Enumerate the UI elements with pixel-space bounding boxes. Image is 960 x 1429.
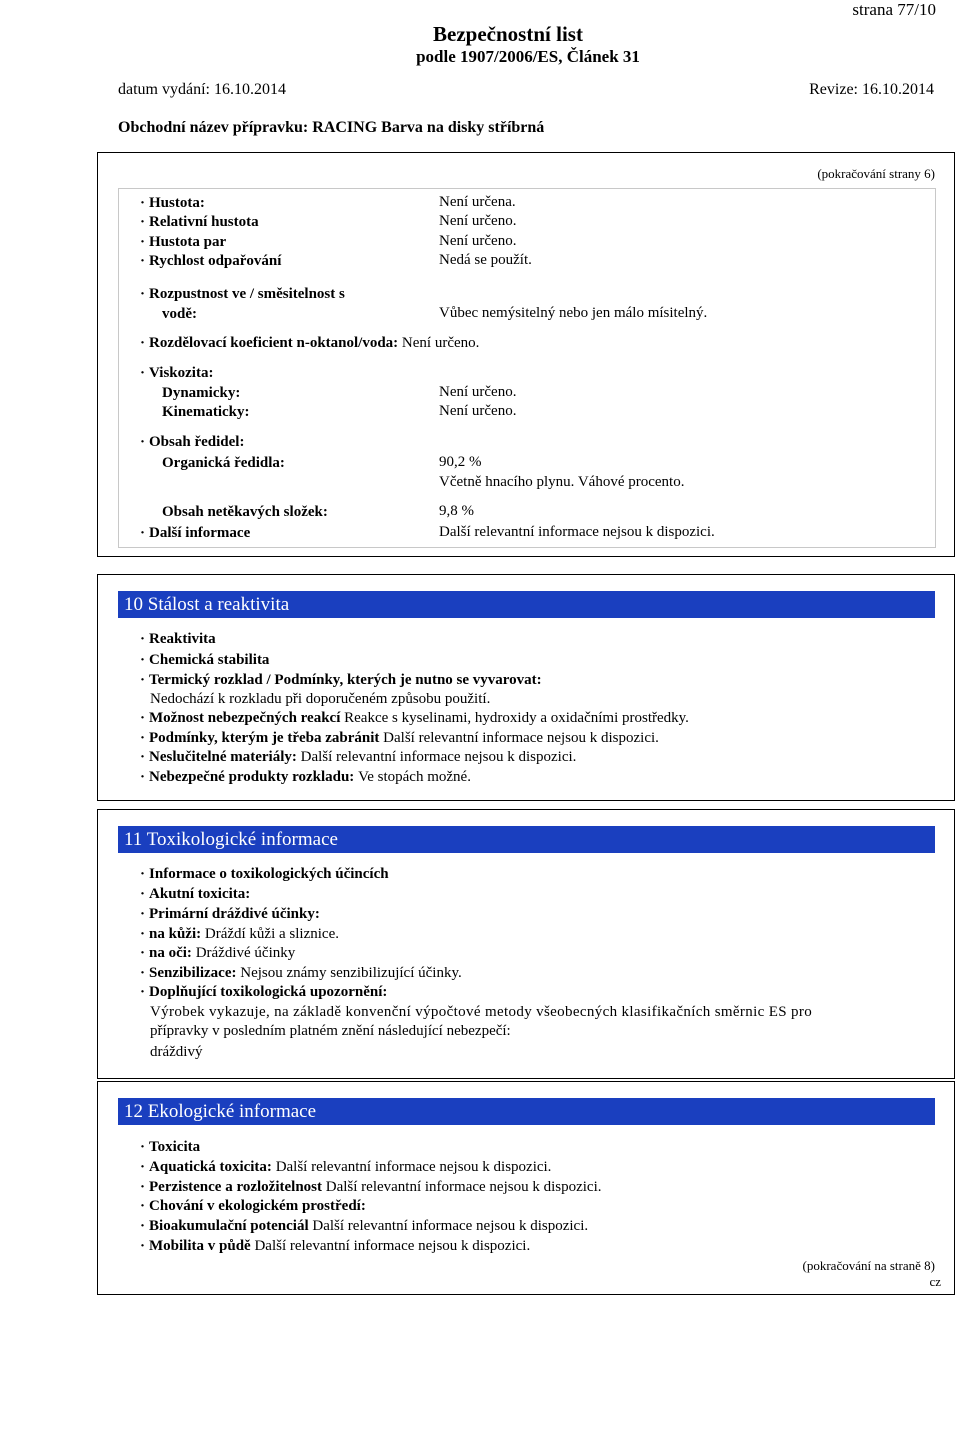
val-dalsi-info: Další relevantní informace nejsou k dispozici. [439, 524, 715, 540]
revision-date: Revize: 16.10.2014 [809, 81, 934, 98]
row-rozdelovaci: · Rozdělovací koeficient n-oktanol/voda: Není určeno. [140, 335, 480, 351]
s11-doplnujici-text-1: Výrobek vykazuje, na základě konvenční výpočtové metody všeobecných klasifikačních směrnic ES pro [150, 1004, 813, 1020]
s12-aquaticka: · Aquatická toxicita: Další relevantní informace nejsou k dispozici. [140, 1159, 552, 1175]
val-organicka: 90,2 % [439, 454, 482, 470]
continued-from: (pokračování strany 6) [817, 166, 935, 181]
page-number: strana 77/10 [852, 0, 936, 19]
row-hustota: · Hustota: [140, 195, 205, 211]
section-11-title: 11 Toxikologické informace [118, 826, 935, 853]
properties-table [118, 188, 936, 548]
section-12-title: 12 Ekologické informace [118, 1098, 935, 1125]
row-rozpustnost-voda: vodě: [162, 306, 197, 322]
row-rel-hustota: · Relativní hustota [140, 214, 259, 230]
row-odparovani: · Rychlost odpařování [140, 253, 282, 269]
row-dalsi-info: · Další informace [140, 525, 251, 541]
row-kinematicky: Kinematicky: [162, 404, 250, 420]
s11-senzibilizace: · Senzibilizace: Nejsou známy senzibilizující účinky. [140, 965, 462, 981]
issue-date: datum vydání: 16.10.2014 [118, 81, 286, 98]
s12-perzistence: · Perzistence a rozložitelnost Další relevantní informace nejsou k dispozici. [140, 1179, 602, 1195]
val-hustota: Není určena. [439, 194, 516, 210]
s11-doplnujici: · Doplňující toxikologická upozornění: [140, 984, 388, 1000]
val-netekave: 9,8 % [439, 503, 474, 519]
row-obsah-redidel: · Obsah ředidel: [140, 434, 245, 450]
s12-mobilita: · Mobilita v půdě Další relevantní informace nejsou k dispozici. [140, 1238, 531, 1254]
product-name: RACING Barva na disky stříbrná [312, 119, 545, 136]
s12-chovani: · Chování v ekologickém prostředí: [140, 1198, 366, 1214]
s11-akutni: · Akutní toxicita: [140, 886, 251, 902]
s11-info: · Informace o toxikologických účincích [140, 866, 389, 882]
s10-reaktivita: · Reaktivita [140, 631, 216, 647]
val-hustota-par: Není určeno. [439, 233, 517, 249]
s11-oci: · na oči: Dráždivé účinky [140, 945, 296, 961]
row-viskozita: · Viskozita: [140, 365, 214, 381]
row-rozpustnost: · Rozpustnost ve / směsitelnost s [140, 286, 345, 302]
language-code: cz [929, 1274, 941, 1289]
product-line [118, 119, 544, 137]
val-odparovani: Nedá se použít. [439, 252, 532, 268]
val-organicka-note: Včetně hnacího plynu. Váhové procento. [439, 474, 685, 490]
val-kinematicky: Není určeno. [439, 403, 517, 419]
section-10-title: 10 Stálost a reaktivita [118, 591, 935, 618]
val-rel-hustota: Není určeno. [439, 213, 517, 229]
s10-nebezpecne: · Nebezpečné produkty rozkladu: Ve stopách možné. [140, 769, 471, 785]
row-dynamicky: Dynamicky: [162, 385, 241, 401]
continued-to: (pokračování na straně 8) [802, 1258, 935, 1273]
s10-neslucitelne: · Neslučitelné materiály: Další relevantní informace nejsou k dispozici. [140, 749, 577, 765]
row-organicka: Organická ředidla: [162, 455, 285, 471]
val-rozdelovaci: Není určeno. [401, 335, 480, 351]
s11-doplnujici-text-2: přípravky v posledním platném znění následující nebezpečí: [150, 1023, 511, 1039]
product-label: Obchodní název přípravku: [118, 119, 309, 136]
s10-termicky: · Termický rozklad / Podmínky, kterých je nutno se vyvarovat: [140, 672, 542, 688]
row-hustota-par: · Hustota par [140, 234, 227, 250]
s10-chem-stabilita: · Chemická stabilita [140, 652, 270, 668]
document-subtitle: podle 1907/2006/ES, Článek 31 [416, 47, 640, 66]
s11-kuzi: · na kůži: Dráždí kůži a sliznice. [140, 926, 339, 942]
s11-primarni: · Primární dráždivé účinky: [140, 906, 320, 922]
val-dynamicky: Není určeno. [439, 384, 517, 400]
val-rozpustnost: Vůbec nemýsitelný nebo jen málo mísitelný. [439, 305, 708, 321]
s10-podminky: · Podmínky, kterým je třeba zabránit Další relevantní informace nejsou k dispozici. [140, 730, 659, 746]
s10-moznost: · Možnost nebezpečných reakcí Reakce s kyselinami, hydroxidy a oxidačními prostředky. [140, 710, 689, 726]
row-netekave: Obsah netěkavých složek: [162, 504, 328, 520]
s12-bioakumulace: · Bioakumulační potenciál Další relevantní informace nejsou k dispozici. [140, 1218, 589, 1234]
s10-termicky-text: Nedochází k rozkladu při doporučeném způsobu použití. [150, 691, 491, 707]
s12-toxicita: · Toxicita [140, 1139, 201, 1155]
s11-doplnujici-text-3: dráždivý [150, 1044, 203, 1060]
document-title: Bezpečnostní list [433, 22, 583, 46]
